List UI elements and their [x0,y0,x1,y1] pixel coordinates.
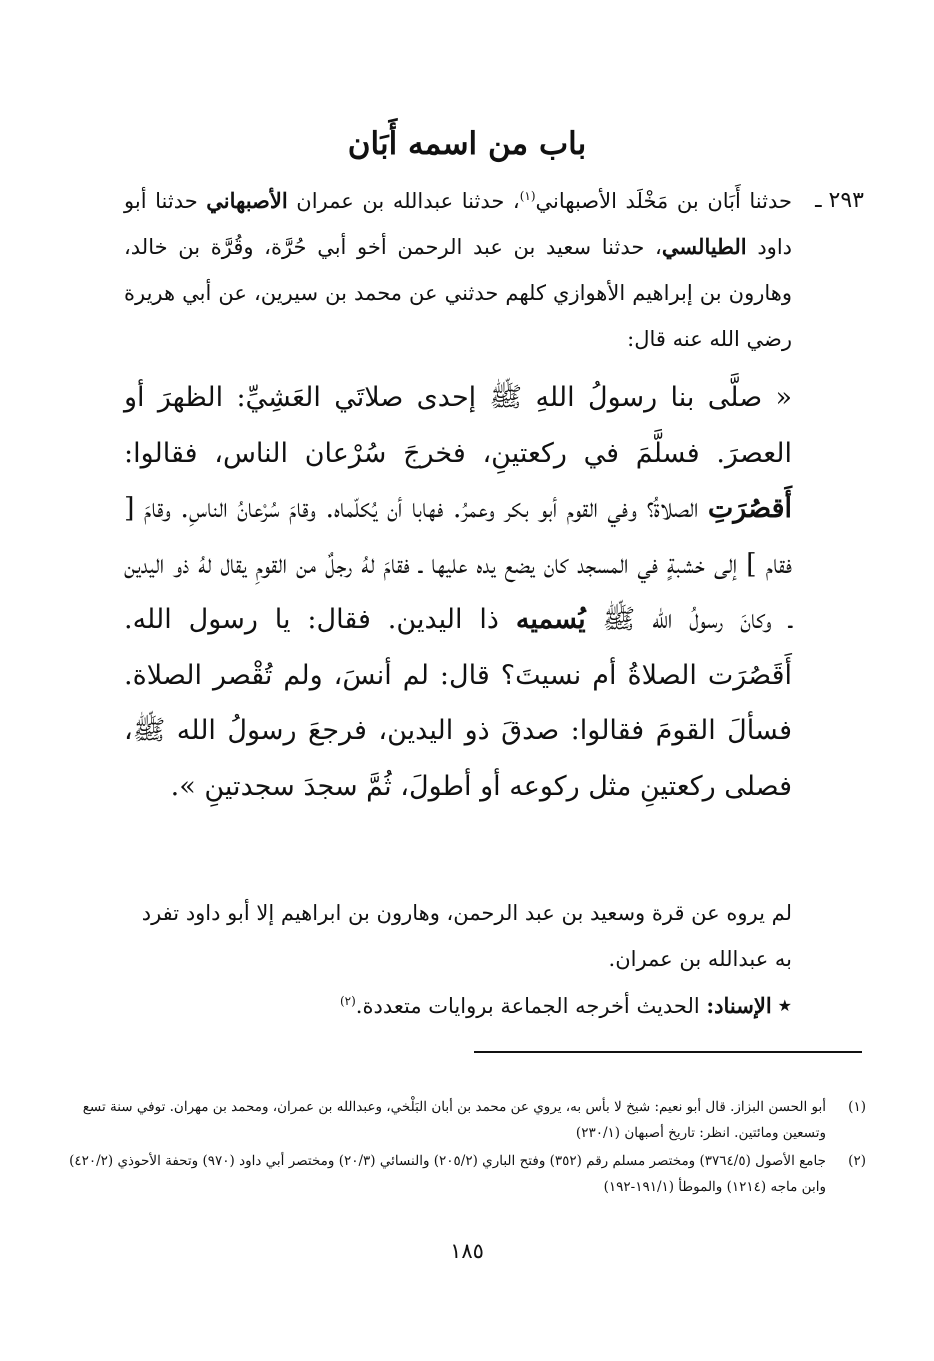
footnotes [66,1094,866,1202]
page-number: ١٨٥ [450,1239,484,1263]
sanad-bold-isfahani: الأصبهاني [206,188,288,213]
matn-part-2: الصلاةُ؟ وفي القوم أبو بكر وعمرُ. فهابا أن يُكلّماه. وقامَ سُرْعانُ الناسِ. وقامَ [ فقام ] إلى خشبةٍ في المسجد كان يضع يده عليها ـ فقامَ لهُ رجلٌ من القومِ يقال لهُ ذو اليدين ـ وكانَ رسولُ الله ﷺ [124,493,792,635]
sanad-part-4: ، حدثنا سعيد بن عبد الرحمن أخو أبي حُرَّة، وقُرَّة بن خالد، وهارون بن إبراهيم الأهوازي كلهم حدثني عن محمد بن سيرين، عن أبي هريرة رضي الله عنه قال: [124,235,792,351]
isnad-label: الإسناد: [706,993,772,1018]
isnad-line [124,986,792,1026]
matn-bold-aqasurat: أَقصُرَتِ [707,493,792,524]
sanad-bold-tayalisi: الطيالسي [661,234,747,259]
sanad-text [124,178,864,362]
footnote-ref-1: (١) [519,189,536,203]
matn-part-3: ذا اليدين. فقال: يا رسول الله. أَقَصُرَت الصلاةُ أم نسيتَ؟ قال: لم أنسَ، ولم تُقْصر الصلاة. فسألَ القومَ فقالوا: صدقَ ذو اليدين، فرجعَ رسولُ الله ﷺ، فصلى ركعتينِ مثل ركوعه أو أطولَ، ثُمَّ سجدَ سجدتينِ ». [124,604,792,802]
star-icon: ★ [777,996,792,1015]
hadith-sanad [124,178,864,362]
sanad-part-1: حدثنا أَبَان بن مَخْلَد الأصبهاني [535,189,792,213]
sanad-part-3: حدثنا أبو داود [124,189,793,259]
footnote-number: (٢) [848,1153,866,1169]
footnote-number: (١) [848,1099,866,1115]
matn-paragraph [124,370,792,814]
matn-bold-yusammihi: يُسميه [515,604,586,635]
footnote-text: أبو الحسن البزاز. قال أبو نعيم: شيخ لا بأس به، يروي عن محمد بن أبان البَلْخي، وعبدالله بن عمران، ومحمد بن مهران. توفي سنة تسع وتسعين ومائتين. انظر: تاريخ أصبهان (٢٣٠/١) [82,1099,826,1141]
chapter-title: باب من اسمه أَبَان [347,126,587,162]
isnad-text: الحديث أخرجه الجماعة بروايات متعددة. [355,994,707,1018]
sanad-part-2: ، حدثنا عبدالله بن عمران [287,189,520,213]
hadith-number: ٢٩٣ ـ [815,188,864,213]
hadith-matn [124,370,792,814]
footnote-item [66,1094,866,1146]
footnote-item [66,1148,866,1200]
matn-part-1: « صلَّى بنا رسولُ اللهِ ﷺ إحدى صلاتَي العَشِيِّ: الظهرَ أو العصرَ. فسلَّمَ في ركعتينِ، فخرجَ سُرْعان الناس، فقالوا: [124,382,792,469]
footnote-divider [474,1051,862,1053]
footnote-ref-2: (٢) [339,994,356,1008]
footnote-text: جامع الأصول (٣٧٦٤/٥) ومختصر مسلم رقم (٣٥٢) وفتح الباري (٢٠٥/٢) والنسائي (٢٠/٣) ومختصر أبي داود (٩٧٠) وتحفة الأحوذي (٤٢٠/٢) وابن ماجه (١٢١٤) والموطأ (١٩١/١-١٩٢) [69,1153,826,1195]
narration-note: لم يروه عن قرة وسعيد بن عبد الرحمن، وهارون بن ابراهيم إلا أبو داود تفرد به عبدالله بن عمران. [141,901,792,971]
